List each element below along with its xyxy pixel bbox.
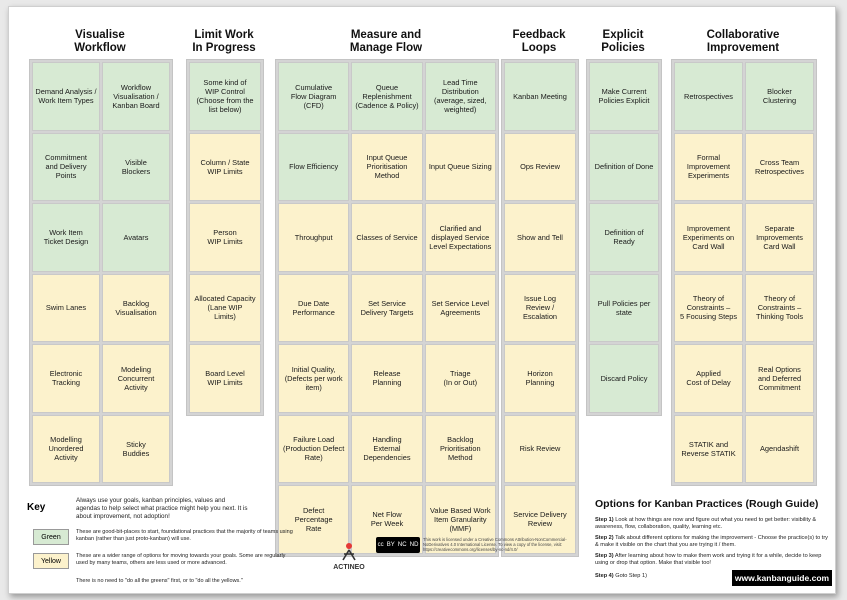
actineo-logo: [327, 540, 371, 571]
practice-card: Input Queue Sizing: [425, 133, 496, 202]
column-feedback-loops-title: Feedback Loops: [512, 29, 566, 54]
practice-card: Triage (In or Out): [425, 344, 496, 413]
practice-card: Separate Improvements Card Wall: [745, 203, 814, 272]
practice-card: Swim Lanes: [32, 274, 100, 343]
practice-card: Electronic Tracking: [32, 344, 100, 413]
license-text: This work is licensed under a Creative Commons Attribution-NonCommercial-NoDerivatives 4.0 International License. To view a copy of the license, visit: https://creativecommons.org/licenses/by-nc-nd/4.0/: [423, 537, 567, 553]
practice-card: Backlog Prioritisation Method: [425, 415, 496, 484]
key-green-swatch: Green: [33, 529, 69, 545]
key-note: There is no need to "do all the greens" first, or to "do all the yellows.": [76, 578, 243, 584]
step-text: After learning about how to make them work and trying it for a while, decide to keep using or drop that option. Make that visible too!: [595, 553, 822, 566]
options-step-1: [595, 517, 829, 531]
practice-card: Some kind of WIP Control (Choose from the list below): [189, 62, 261, 131]
practice-card: Cumulative Flow Diagram (CFD): [278, 62, 349, 131]
practice-card: Discard Policy: [589, 344, 659, 413]
nc-icon: NC: [397, 542, 407, 548]
practice-card: Work Item Ticket Design: [32, 203, 100, 272]
practice-card: Avatars: [102, 203, 170, 272]
practice-card: Value Based Work Item Granularity (MMF): [425, 485, 496, 554]
practice-card: Applied Cost of Delay: [674, 344, 743, 413]
step-label: Step 3): [595, 553, 614, 559]
key-yellow-description: These are a wider range of options for moving towards your goals. Some are regularly used by many teams, others are less used or more advanced.: [76, 553, 286, 566]
practice-card: Modeling Concurrent Activity: [102, 344, 170, 413]
options-step-2: [595, 535, 829, 549]
column-limit-wip: [186, 59, 264, 416]
practice-card: Defect Percentage Rate: [278, 485, 349, 554]
options-title: Options for Kanban Practices (Rough Guide): [595, 498, 819, 510]
practice-card: Modelling Unordered Activity: [32, 415, 100, 484]
practice-card: Retrospectives: [674, 62, 743, 131]
practice-card: Board Level WIP Limits: [189, 344, 261, 413]
column-limit-wip-title: Limit Work In Progress: [192, 29, 256, 54]
practice-card: Theory of Constraints – 5 Focusing Steps: [674, 274, 743, 343]
practice-card: Demand Analysis / Work Item Types: [32, 62, 100, 131]
nd-icon: ND: [409, 542, 419, 548]
practice-card: Real Options and Deferred Commitment: [745, 344, 814, 413]
by-icon: BY: [386, 542, 395, 548]
practice-card: Cross Team Retrospectives: [745, 133, 814, 202]
practice-card: Handling External Dependencies: [351, 415, 422, 484]
kanban-practices-sheet: [8, 6, 836, 594]
column-measure-flow-title: Measure and Manage Flow: [349, 29, 423, 54]
practice-card: Commitment and Delivery Points: [32, 133, 100, 202]
step-text: Goto Step 1): [615, 573, 647, 579]
practice-card: Agendashift: [745, 415, 814, 484]
practice-card: Release Planning: [351, 344, 422, 413]
practice-card: Allocated Capacity (Lane WIP Limits): [189, 274, 261, 343]
practice-card: Clarified and displayed Service Level Expectations: [425, 203, 496, 272]
cc-icon: cc: [377, 542, 384, 548]
practice-card: Sticky Buddies: [102, 415, 170, 484]
practice-card: Set Service Delivery Targets: [351, 274, 422, 343]
practice-card: Set Service Level Agreements: [425, 274, 496, 343]
actineo-logo-icon: [338, 540, 360, 562]
step-text: Look at how things are now and figure out what you need to get better: visibility & awareness, flow, collaboration, quality, learning etc.: [595, 517, 817, 530]
practice-card: Net Flow Per Week: [351, 485, 422, 554]
practice-card: Horizon Planning: [504, 344, 576, 413]
practice-card: Definition of Ready: [589, 203, 659, 272]
practice-card: Ops Review: [504, 133, 576, 202]
practice-card: Formal Improvement Experiments: [674, 133, 743, 202]
practice-card: Visible Blockers: [102, 133, 170, 202]
key-intro: Always use your goals, kanban principles, values and agendas to help select what practice might help you next. It is about improvement, not adoption!: [76, 497, 248, 520]
website-link[interactable]: www.kanbanguide.com: [732, 570, 832, 586]
column-visualise-workflow: [29, 59, 173, 486]
key-green-description: These are good-bit-places to start, foundational practices that the majority of teams using kanban (rather than just proto-kanban) will use.: [76, 529, 293, 542]
column-collaborative-improvement-title: Collaborative Improvement: [706, 29, 780, 54]
options-step-3: [595, 553, 829, 567]
practice-card: STATIK and Reverse STATIK: [674, 415, 743, 484]
practice-card: Pull Policies per state: [589, 274, 659, 343]
column-visualise-workflow-title: Visualise Workflow: [74, 29, 126, 54]
creative-commons-badge: [376, 537, 420, 553]
column-explicit-policies-title: Explicit Policies: [601, 29, 645, 54]
practice-card: Risk Review: [504, 415, 576, 484]
step-label: Step 2): [595, 535, 614, 541]
practice-card: Column / State WIP Limits: [189, 133, 261, 202]
practice-card: Input Queue Prioritisation Method: [351, 133, 422, 202]
column-collaborative-improvement: [671, 59, 817, 486]
practice-card: Blocker Clustering: [745, 62, 814, 131]
step-text: Talk about different options for making the improvement - Choose the practice(s) to try & make it visible on the chart that you are trying it / them.: [595, 535, 828, 548]
practice-card: Classes of Service: [351, 203, 422, 272]
practice-card: Definition of Done: [589, 133, 659, 202]
practice-card: Initial Quality, (Defects per work item): [278, 344, 349, 413]
practice-card: Kanban Meeting: [504, 62, 576, 131]
practice-card: Throughput: [278, 203, 349, 272]
step-label: Step 1): [595, 517, 614, 523]
column-measure-flow: [275, 59, 499, 557]
practice-card: Improvement Experiments on Card Wall: [674, 203, 743, 272]
practice-card: Issue Log Review / Escalation: [504, 274, 576, 343]
practice-card: Due Date Performance: [278, 274, 349, 343]
column-explicit-policies: [586, 59, 662, 416]
practice-card: Theory of Constraints – Thinking Tools: [745, 274, 814, 343]
actineo-logo-text: ACTINEO: [333, 564, 365, 571]
practice-card: Make Current Policies Explicit: [589, 62, 659, 131]
practice-card: Service Delivery Review: [504, 485, 576, 554]
key-yellow-swatch: Yellow: [33, 553, 69, 569]
practice-card: Lead Time Distribution (average, sized, weighted): [425, 62, 496, 131]
practice-card: Failure Load (Production Defect Rate): [278, 415, 349, 484]
practice-card: Queue Replenishment (Cadence & Policy): [351, 62, 422, 131]
key-title: Key: [27, 502, 46, 513]
practice-card: Backlog Visualisation: [102, 274, 170, 343]
step-label: Step 4): [595, 573, 614, 579]
practice-card: Flow Efficiency: [278, 133, 349, 202]
practice-card: Workflow Visualisation / Kanban Board: [102, 62, 170, 131]
practice-card: Show and Tell: [504, 203, 576, 272]
column-feedback-loops: [501, 59, 579, 557]
practice-card: Person WIP Limits: [189, 203, 261, 272]
